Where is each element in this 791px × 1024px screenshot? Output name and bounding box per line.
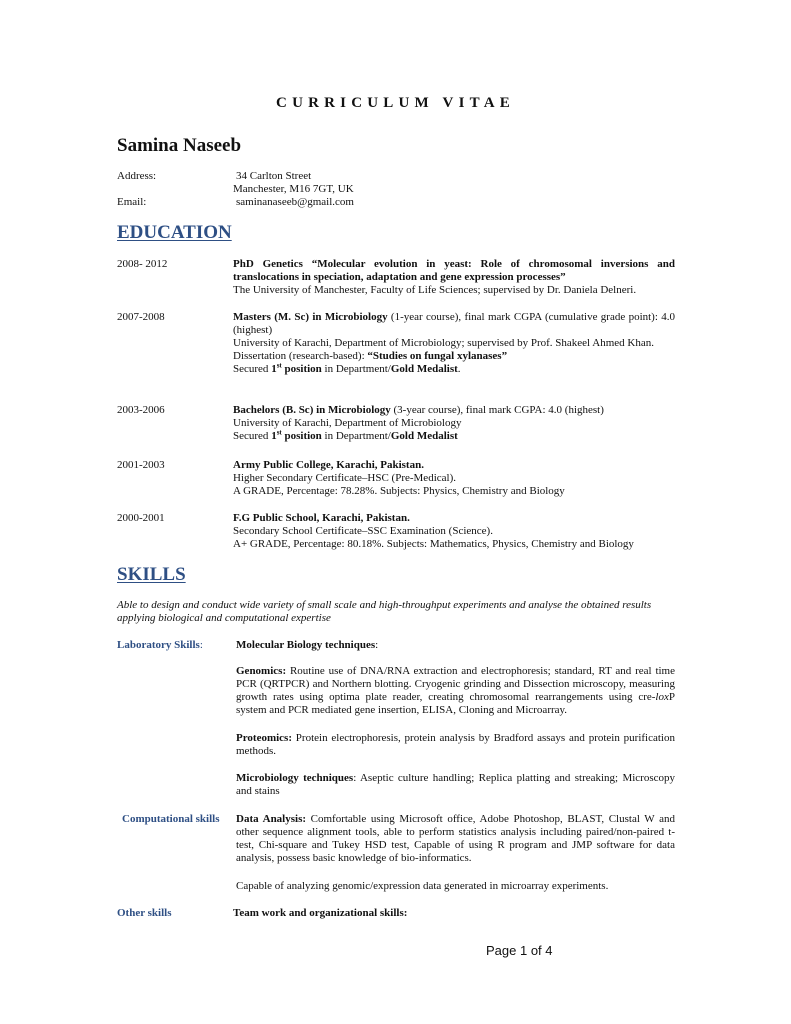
masters-degree: Masters (M. Sc) in Microbiology (1-year course), final mark CGPA (cumulative grade point): 4.0 (highest) xyxy=(233,311,675,336)
education-entry-school xyxy=(233,512,675,551)
skills-heading: SKILLS xyxy=(117,564,186,585)
school-grade: A+ GRADE, Percentage: 80.18%. Subjects: Mathematics, Physics, Chemistry and Biology xyxy=(233,538,634,550)
masters-dissertation: Dissertation (research-based): “Studies on fungal xylanases” xyxy=(233,350,508,362)
address-line-1: 34 Carlton Street xyxy=(236,170,312,182)
bachelors-award: Secured 1st position in Department/Gold Medalist xyxy=(233,428,458,442)
college-name: Army Public College, Karachi, Pakistan. xyxy=(233,459,424,471)
candidate-name: Samina Naseeb xyxy=(117,135,242,156)
education-date: 2000-2001 xyxy=(117,512,165,524)
email-label: Email: xyxy=(117,196,147,208)
other-skills-label: Other skills xyxy=(117,907,172,919)
genomics-skills: Genomics: Routine use of DNA/RNA extraction and electrophoresis; standard, RT and real time PCR (QRTPCR) and Northern blotting. Cryogenic grinding and Dissection microscopy, measuring growth rates using optima plate reader, creating chromosomal rearrangements using cre-loxP system and PCR mediated gene insertion, ELISA, Cloning and Microarray. xyxy=(236,665,675,716)
education-entry-masters xyxy=(233,311,675,376)
education-entry-college xyxy=(233,459,675,498)
email-value: saminanaseeb@gmail.com xyxy=(236,196,354,208)
education-entry-bachelors xyxy=(233,404,675,443)
education-date: 2008- 2012 xyxy=(117,258,168,270)
phd-institution: The University of Manchester, Faculty of Life Sciences; supervised by Dr. Daniela Delneri. xyxy=(233,284,637,296)
microarray-skills: Capable of analyzing genomic/expression data generated in microarray experiments. xyxy=(236,880,609,892)
college-certificate: Higher Secondary Certificate–HSC (Pre-Medical). xyxy=(233,472,456,484)
skills-intro: Able to design and conduct wide variety of small scale and high-throughput experiments and analyse the obtained results applying biological and computational expertise xyxy=(117,599,652,624)
page-number: Page 1 of 4 xyxy=(486,943,553,958)
computational-skills-label: Computational skills xyxy=(122,813,220,825)
masters-award: Secured 1st position in Department/Gold Medalist. xyxy=(233,361,461,375)
data-analysis-skills: Data Analysis: Comfortable using Microsoft office, Adobe Photoshop, BLAST, Clustal W and other sequence alignment tools, able to perform statistics analysis including paired/non-paired t-test, Chi-square and Tukey HSD test, Capable of using R program and JMP software for data analysis, possess basic knowledge of bio-informatics. xyxy=(236,813,675,864)
education-entry-phd xyxy=(233,258,675,297)
education-date: 2001-2003 xyxy=(117,459,165,471)
bachelors-degree: Bachelors (B. Sc) in Microbiology (3-year course), final mark CGPA: 4.0 (highest) xyxy=(233,404,604,416)
phd-title: PhD Genetics “Molecular evolution in yeast: Role of chromosomal inversions and translocations in speciation, adaptation and gene expression processes” xyxy=(233,258,675,283)
college-grade: A GRADE, Percentage: 78.28%. Subjects: Physics, Chemistry and Biology xyxy=(233,485,565,497)
team-work-title: Team work and organizational skills: xyxy=(233,907,408,919)
microbiology-skills: Microbiology techniques: Aseptic culture handling; Replica platting and streaking; Microscopy and stains xyxy=(236,772,675,797)
education-heading: EDUCATION xyxy=(117,222,232,243)
education-date: 2007-2008 xyxy=(117,311,165,323)
education-date: 2003-2006 xyxy=(117,404,165,416)
bachelors-institution: University of Karachi, Department of Microbiology xyxy=(233,417,462,429)
molecular-biology-title: Molecular Biology techniques: xyxy=(236,639,379,651)
masters-institution: University of Karachi, Department of Microbiology; supervised by Prof. Shakeel Ahmed Khan. xyxy=(233,337,654,349)
address-label: Address: xyxy=(117,170,157,182)
laboratory-skills-label: Laboratory Skills: xyxy=(117,639,203,651)
document-title: CURRICULUM VITAE xyxy=(276,95,515,111)
school-certificate: Secondary School Certificate–SSC Examination (Science). xyxy=(233,525,493,537)
proteomics-skills: Proteomics: Protein electrophoresis, protein analysis by Bradford assays and protein purification methods. xyxy=(236,732,675,757)
address-line-2: Manchester, M16 7GT, UK xyxy=(233,183,354,195)
school-name: F.G Public School, Karachi, Pakistan. xyxy=(233,512,410,524)
